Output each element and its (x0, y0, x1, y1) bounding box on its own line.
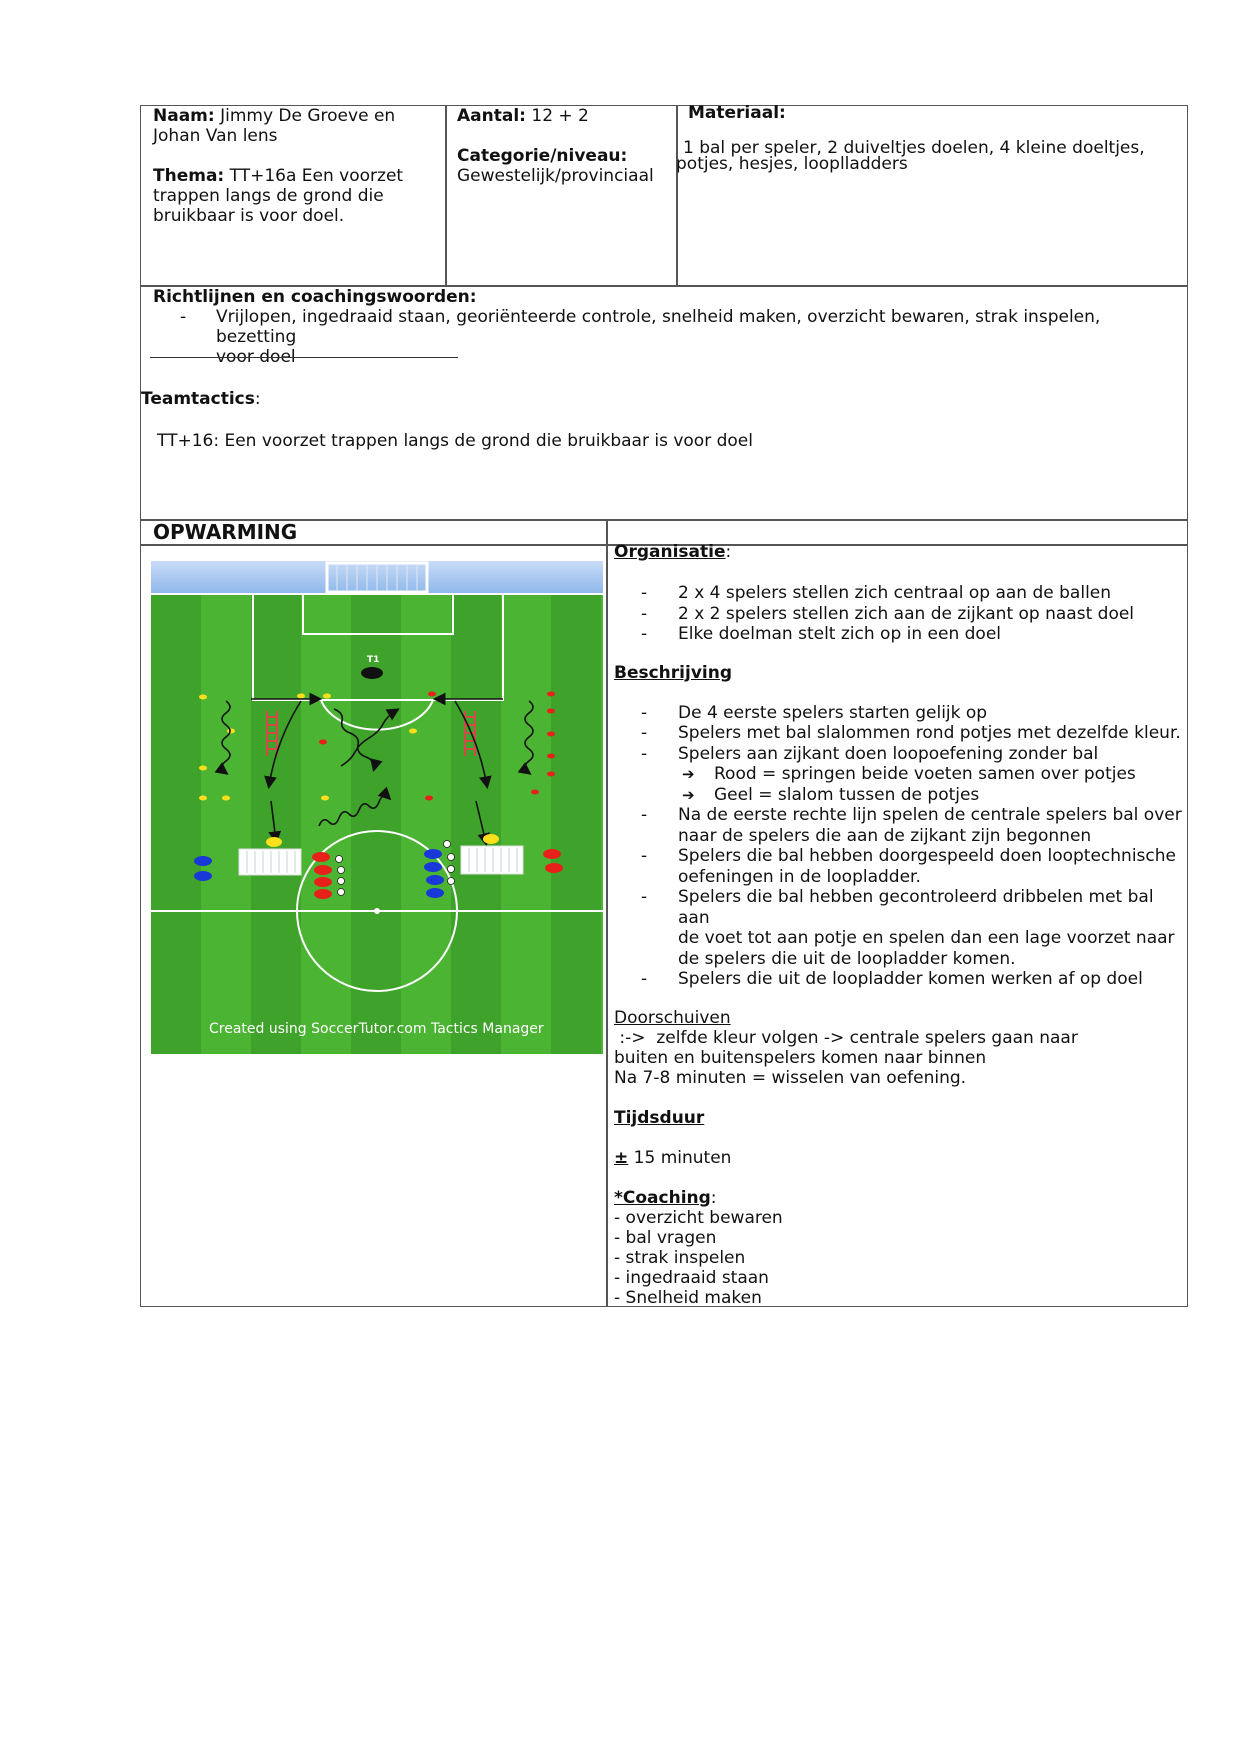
list-item: - Spelers die bal hebben doorgespeeld doen looptechnische (614, 846, 1184, 867)
list-item: ➔ Rood = springen beide voeten samen over potjes (614, 764, 1184, 785)
beschrijving-list (614, 703, 1184, 990)
list-item: - Snelheid maken (614, 1287, 762, 1308)
materiaal-value: 1 bal per speler, 2 duiveltjes doelen, 4 kleine doeltjes, (683, 138, 1145, 158)
thema-label: Thema: (153, 166, 225, 186)
aantal-label: Aantal: (457, 106, 526, 126)
list-item-continued: de spelers die uit de loopladder komen. (678, 948, 1016, 969)
diagram-caption: Created using SoccerTutor.com Tactics Manager (209, 1021, 544, 1037)
opwarming-text: Organisatie: - 2 x 4 spelers stellen zich centraal op aan de ballen - 2 x 2 spelers stellen zich aan de zijkant op naast doel - Elke doelman stelt zich op in een doel Beschrijving - De 4 eerste spelers starten gelijk op - Spelers met bal slalommen rond potjes met dezelfde kleur. - Spelers aan zijkant doen loopoefening zonder bal ➔ Rood = springen beide voeten samen over potjes ➔ Geel = slalom tussen de potjes - Na de eerste rechte lijn spelen de centrale spelers bal over naar de spelers die aan de zijkant zijn begonnen - Spelers die bal hebben doorgespeeld doen looptechnische oefeningen in de loopladder. - Spelers die bal hebben gecontroleerd dribbelen met bal aan de voet tot aan potje en spelen dan een lage voorzet naar de spelers die uit de loopladder komen. - Spelers die uit de loopladder komen werken af op doel Doorschuiven :-> zelfde kleur volgen -> centrale spelers gaan naar buiten en buitenspelers komen naar binnen Na 7-8 minuten = wisselen van oefening. Tijdsduur ± 15 minuten *Coaching: - overzicht bewaren - bal vragen - strak inspelen - ingedraaid staan - Snelheid maken (614, 542, 1184, 1308)
aantal-value: 12 + 2 (531, 106, 589, 126)
list-item: - Spelers aan zijkant doen loopoefening zonder bal (614, 744, 1184, 765)
naam-label: Naam: (153, 106, 215, 126)
list-item: - Elke doelman stelt zich op in een doel (614, 624, 1184, 645)
naam-value-2: Johan Van lens (153, 126, 278, 146)
list-item: - strak inspelen (614, 1247, 746, 1268)
list-item: - Spelers die uit de loopladder komen werken af op doel (614, 969, 1184, 990)
richtlijnen-label: Richtlijnen en coachingswoorden: (153, 287, 477, 307)
teamtactics-colon: : (254, 389, 261, 409)
list-item: - Spelers met bal slalommen rond potjes met dezelfde kleur. (614, 723, 1184, 744)
ladder-left (267, 711, 277, 756)
materiaal-label: Materiaal: (688, 103, 786, 123)
categorie-label: Categorie/niveau: (457, 146, 628, 166)
aantal-block (457, 106, 677, 186)
tijdsduur-symbol: ± (614, 1147, 629, 1168)
list-item-continued: de voet tot aan potje en spelen dan een lage voorzet naar (678, 928, 1175, 948)
list-item: - 2 x 4 spelers stellen zich centraal op aan de ballen (614, 583, 1184, 604)
list-item: - 2 x 2 spelers stellen zich aan de zijkant op naast doel (614, 604, 1184, 625)
coaching-label: *Coaching (614, 1187, 711, 1208)
doorschuiven-label: Doorschuiven (614, 1007, 731, 1028)
organisatie-list (614, 583, 1184, 645)
soccer-drill-diagram (151, 561, 603, 1054)
divider (150, 357, 458, 358)
tijdsduur-label: Tijdsduur (614, 1107, 705, 1128)
richtlijnen-block (153, 287, 1183, 367)
richtlijnen-text-2: voor doel (216, 347, 296, 367)
beschrijving-label: Beschrijving (614, 662, 733, 683)
richtlijnen-text: Vrijlopen, ingedraaid staan, georiënteerde controle, snelheid maken, overzicht bewaren, strak inspelen, bezetting (216, 307, 1101, 347)
tijdsduur-value: 15 minuten (633, 1147, 732, 1168)
thema-value-2: trappen langs de grond die (153, 186, 384, 206)
naam-value: Jimmy De Groeve en (220, 106, 396, 126)
doorschuiven-text-2: buiten en buitenspelers komen naar binnen (614, 1047, 987, 1068)
teamtactics-label: Teamtactics (141, 389, 255, 409)
materiaal-block (676, 103, 1186, 174)
materiaal-value-2: potjes, hesjes, looplladders (676, 154, 908, 174)
doorschuiven-text: :-> zelfde kleur volgen -> centrale spelers gaan naar (614, 1027, 1078, 1048)
ladder-right (465, 711, 475, 756)
list-item: - ingedraaid staan (614, 1267, 769, 1288)
trainer-label: T1 (367, 655, 380, 665)
naam-block (153, 106, 443, 226)
dash: - (180, 307, 187, 327)
list-item: - De 4 eerste spelers starten gelijk op (614, 703, 1184, 724)
list-item-continued: naar de spelers die aan de zijkant zijn begonnen (678, 825, 1092, 846)
thema-value-3: bruikbaar is voor doel. (153, 206, 345, 226)
teamtactics-heading (141, 389, 261, 409)
doorschuiven-text-3: Na 7-8 minuten = wisselen van oefening. (614, 1067, 967, 1088)
list-item: - Spelers die bal hebben gecontroleerd dribbelen met bal aan (614, 887, 1184, 928)
organisatie-label: Organisatie (614, 542, 726, 562)
small-goal-left (239, 849, 301, 875)
thema-value: TT+16a Een voorzet (229, 166, 404, 186)
list-item: ➔ Geel = slalom tussen de potjes (614, 785, 1184, 806)
list-item: - Na de eerste rechte lijn spelen de centrale spelers bal over (614, 805, 1184, 826)
list-item: - bal vragen (614, 1227, 717, 1248)
list-item-continued: oefeningen in de loopladder. (678, 866, 921, 887)
coaching-colon: : (710, 1187, 717, 1208)
opwarming-title: OPWARMING (153, 520, 298, 544)
teamtactics-text: TT+16: Een voorzet trappen langs de grond die bruikbaar is voor doel (157, 431, 753, 451)
list-item: - overzicht bewaren (614, 1207, 783, 1228)
small-goal-right (461, 846, 523, 874)
categorie-value: Gewestelijk/provinciaal (457, 166, 654, 186)
